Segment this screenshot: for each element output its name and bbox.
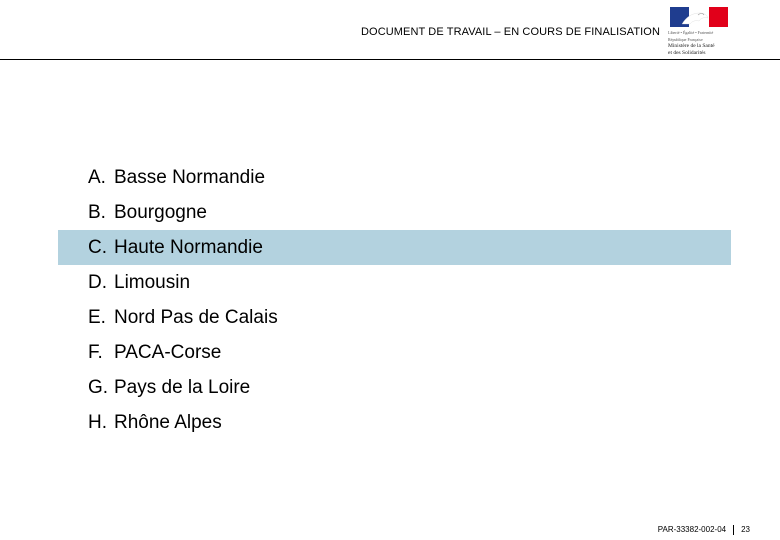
list-item-label: Nord Pas de Calais — [114, 306, 278, 328]
list-marker: E. — [88, 306, 106, 328]
list-item — [58, 265, 731, 300]
list-marker: H. — [88, 411, 107, 433]
document-reference: PAR-33382-002-04 — [657, 525, 727, 535]
logo-motto: Liberté • Égalité • Fraternité — [668, 30, 714, 35]
list-item-label: Basse Normandie — [114, 166, 266, 188]
footer-separator — [733, 525, 734, 535]
list-item — [58, 335, 731, 370]
list-item-label: Limousin — [114, 271, 191, 293]
list-marker: D. — [88, 271, 107, 293]
list-marker: A. — [88, 166, 106, 188]
header-title: DOCUMENT DE TRAVAIL – EN COURS DE FINALISATION — [361, 26, 660, 38]
list-marker: G. — [88, 376, 109, 398]
page-number: 23 — [741, 525, 750, 535]
list-item — [58, 160, 731, 195]
list-item-label: PACA-Corse — [114, 341, 222, 363]
list-item — [58, 405, 731, 440]
logo-ministry-cont: et des Solidarités — [668, 50, 706, 56]
list-marker: B. — [88, 201, 106, 223]
list-marker: F. — [88, 341, 103, 363]
page-footer — [658, 525, 750, 535]
list-marker: C. — [88, 236, 107, 258]
ministry-logo — [668, 5, 730, 57]
list-item — [58, 300, 731, 335]
header-divider — [0, 59, 780, 60]
logo-ministry: Ministère de la Santé — [668, 43, 715, 49]
logo-republic: République Française — [668, 37, 703, 42]
list-item — [58, 370, 731, 405]
list-item-label: Haute Normandie — [114, 236, 263, 258]
list-item-label: Bourgogne — [114, 201, 207, 223]
list-item-highlighted — [58, 230, 731, 265]
list-item — [58, 195, 731, 230]
list-item-label: Pays de la Loire — [114, 376, 251, 398]
marianne-flag-icon — [670, 7, 728, 27]
list-item-label: Rhône Alpes — [114, 411, 222, 433]
logo-text — [668, 29, 730, 57]
